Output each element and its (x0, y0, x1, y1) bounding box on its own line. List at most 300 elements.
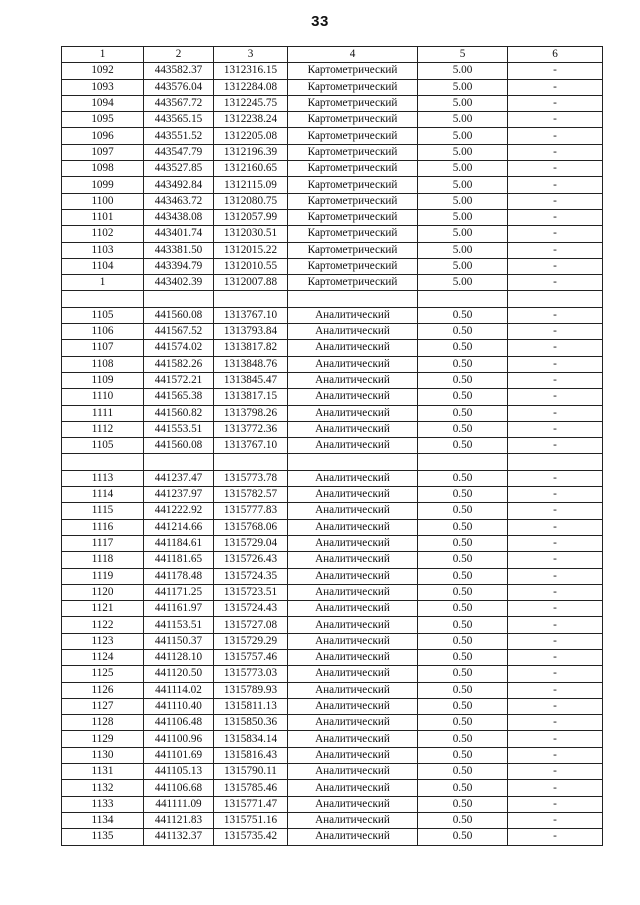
accuracy-cell: 5.00 (418, 144, 508, 160)
point-number-cell: 1114 (62, 487, 144, 503)
y-coordinate-cell: 1315751.16 (214, 812, 288, 828)
y-coordinate-cell: 1312015.22 (214, 242, 288, 258)
accuracy-cell: 0.50 (418, 617, 508, 633)
method-cell (288, 291, 418, 307)
point-number-cell: 1093 (62, 79, 144, 95)
accuracy-cell: 5.00 (418, 209, 508, 225)
description-cell: - (508, 503, 603, 519)
table-row (62, 79, 603, 95)
table-row (62, 209, 603, 225)
x-coordinate-cell: 443565.15 (144, 112, 214, 128)
y-coordinate-cell: 1315729.04 (214, 535, 288, 551)
accuracy-cell: 0.50 (418, 633, 508, 649)
description-cell: - (508, 209, 603, 225)
point-number-cell: 1119 (62, 568, 144, 584)
method-cell: Аналитический (288, 421, 418, 437)
point-number-cell: 1 (62, 275, 144, 291)
x-coordinate-cell: 441560.08 (144, 307, 214, 323)
x-coordinate-cell: 441120.50 (144, 666, 214, 682)
description-cell: - (508, 731, 603, 747)
y-coordinate-cell (214, 454, 288, 470)
table-row (62, 112, 603, 128)
method-cell: Картометрический (288, 177, 418, 193)
method-cell: Аналитический (288, 535, 418, 551)
accuracy-cell: 0.50 (418, 470, 508, 486)
point-number-cell: 1113 (62, 470, 144, 486)
y-coordinate-cell: 1313767.10 (214, 438, 288, 454)
x-coordinate-cell: 441132.37 (144, 829, 214, 845)
accuracy-cell: 0.50 (418, 829, 508, 845)
method-cell: Аналитический (288, 617, 418, 633)
accuracy-cell: 5.00 (418, 275, 508, 291)
point-number-cell: 1127 (62, 698, 144, 714)
accuracy-cell: 0.50 (418, 796, 508, 812)
accuracy-cell: 5.00 (418, 128, 508, 144)
method-cell: Аналитический (288, 682, 418, 698)
x-coordinate-cell: 441567.52 (144, 324, 214, 340)
table-row (62, 128, 603, 144)
point-number-cell: 1126 (62, 682, 144, 698)
description-cell: - (508, 487, 603, 503)
point-number-cell: 1131 (62, 764, 144, 780)
description-cell: - (508, 258, 603, 274)
y-coordinate-cell: 1315834.14 (214, 731, 288, 747)
description-cell: - (508, 617, 603, 633)
description-cell: - (508, 829, 603, 845)
y-coordinate-cell: 1315777.83 (214, 503, 288, 519)
table-row (62, 731, 603, 747)
table-row (62, 747, 603, 763)
x-coordinate-cell: 443381.50 (144, 242, 214, 258)
accuracy-cell: 5.00 (418, 193, 508, 209)
point-number-cell: 1101 (62, 209, 144, 225)
table-row (62, 275, 603, 291)
method-cell: Аналитический (288, 487, 418, 503)
y-coordinate-cell: 1312196.39 (214, 144, 288, 160)
accuracy-cell: 5.00 (418, 112, 508, 128)
table-row (62, 307, 603, 323)
method-cell: Аналитический (288, 356, 418, 372)
point-number-cell: 1124 (62, 649, 144, 665)
y-coordinate-cell: 1315723.51 (214, 584, 288, 600)
description-cell: - (508, 649, 603, 665)
page-number: 33 (311, 13, 329, 30)
table-row (62, 568, 603, 584)
x-coordinate-cell: 443492.84 (144, 177, 214, 193)
accuracy-cell: 5.00 (418, 95, 508, 111)
table-row (62, 503, 603, 519)
x-coordinate-cell: 441114.02 (144, 682, 214, 698)
accuracy-cell: 5.00 (418, 79, 508, 95)
point-number-cell: 1132 (62, 780, 144, 796)
description-cell: - (508, 552, 603, 568)
table-row (62, 780, 603, 796)
description-cell: - (508, 193, 603, 209)
point-number-cell: 1112 (62, 421, 144, 437)
x-coordinate-cell: 443394.79 (144, 258, 214, 274)
x-coordinate-cell: 441574.02 (144, 340, 214, 356)
y-coordinate-cell: 1315724.43 (214, 601, 288, 617)
description-cell: - (508, 242, 603, 258)
method-cell: Картометрический (288, 161, 418, 177)
y-coordinate-cell: 1315782.57 (214, 487, 288, 503)
y-coordinate-cell: 1312057.99 (214, 209, 288, 225)
table-row (62, 372, 603, 388)
point-number-cell: 1116 (62, 519, 144, 535)
description-cell: - (508, 682, 603, 698)
x-coordinate-cell: 441110.40 (144, 698, 214, 714)
point-number-cell: 1129 (62, 731, 144, 747)
method-cell: Аналитический (288, 780, 418, 796)
point-number-cell: 1107 (62, 340, 144, 356)
method-cell: Аналитический (288, 503, 418, 519)
y-coordinate-cell: 1312284.08 (214, 79, 288, 95)
accuracy-cell (418, 454, 508, 470)
y-coordinate-cell: 1312115.09 (214, 177, 288, 193)
method-cell: Картометрический (288, 193, 418, 209)
description-cell: - (508, 438, 603, 454)
accuracy-cell: 0.50 (418, 601, 508, 617)
accuracy-cell: 0.50 (418, 503, 508, 519)
point-number-cell: 1118 (62, 552, 144, 568)
y-coordinate-cell: 1313772.36 (214, 421, 288, 437)
description-cell: - (508, 356, 603, 372)
point-number-cell: 1108 (62, 356, 144, 372)
method-cell: Картометрический (288, 128, 418, 144)
y-coordinate-cell: 1315727.08 (214, 617, 288, 633)
y-coordinate-cell: 1312010.55 (214, 258, 288, 274)
accuracy-cell: 0.50 (418, 666, 508, 682)
y-coordinate-cell: 1315724.35 (214, 568, 288, 584)
description-cell: - (508, 144, 603, 160)
x-coordinate-cell: 443582.37 (144, 63, 214, 79)
point-number-cell: 1099 (62, 177, 144, 193)
x-coordinate-cell: 443527.85 (144, 161, 214, 177)
point-number-cell: 1104 (62, 258, 144, 274)
table-row (62, 242, 603, 258)
x-coordinate-cell: 443438.08 (144, 209, 214, 225)
point-number-cell: 1109 (62, 372, 144, 388)
accuracy-cell: 5.00 (418, 258, 508, 274)
y-coordinate-cell: 1313817.82 (214, 340, 288, 356)
x-coordinate-cell: 441153.51 (144, 617, 214, 633)
x-coordinate-cell: 441184.61 (144, 535, 214, 551)
method-cell: Аналитический (288, 470, 418, 486)
point-number-cell: 1097 (62, 144, 144, 160)
x-coordinate-cell: 441101.69 (144, 747, 214, 763)
method-cell: Аналитический (288, 764, 418, 780)
x-coordinate-cell: 443576.04 (144, 79, 214, 95)
accuracy-cell: 0.50 (418, 584, 508, 600)
table-row (62, 161, 603, 177)
method-cell: Аналитический (288, 601, 418, 617)
point-number-cell (62, 291, 144, 307)
method-cell: Картометрический (288, 144, 418, 160)
point-number-cell: 1102 (62, 226, 144, 242)
accuracy-cell: 5.00 (418, 226, 508, 242)
point-number-cell: 1105 (62, 307, 144, 323)
x-coordinate-cell: 441560.82 (144, 405, 214, 421)
accuracy-cell: 0.50 (418, 715, 508, 731)
table-row (62, 796, 603, 812)
header-row (62, 47, 603, 63)
description-cell: - (508, 389, 603, 405)
description-cell: - (508, 812, 603, 828)
table-row (62, 405, 603, 421)
table-row (62, 340, 603, 356)
y-coordinate-cell: 1312007.88 (214, 275, 288, 291)
accuracy-cell: 0.50 (418, 747, 508, 763)
method-cell: Аналитический (288, 747, 418, 763)
table-row (62, 698, 603, 714)
column-header: 1 (62, 47, 144, 63)
table-row (62, 812, 603, 828)
table-row (62, 633, 603, 649)
table-row (62, 324, 603, 340)
column-header: 2 (144, 47, 214, 63)
y-coordinate-cell: 1312080.75 (214, 193, 288, 209)
description-cell: - (508, 470, 603, 486)
description-cell: - (508, 177, 603, 193)
table-row (62, 144, 603, 160)
y-coordinate-cell: 1313767.10 (214, 307, 288, 323)
y-coordinate-cell: 1313793.84 (214, 324, 288, 340)
table-body (62, 63, 603, 845)
table-row (62, 258, 603, 274)
method-cell: Картометрический (288, 209, 418, 225)
coordinates-table (61, 46, 603, 846)
description-cell: - (508, 796, 603, 812)
description-cell: - (508, 112, 603, 128)
point-number-cell: 1120 (62, 584, 144, 600)
description-cell: - (508, 568, 603, 584)
method-cell: Аналитический (288, 584, 418, 600)
description-cell: - (508, 421, 603, 437)
table-row (62, 535, 603, 551)
description-cell: - (508, 715, 603, 731)
description-cell: - (508, 372, 603, 388)
description-cell: - (508, 128, 603, 144)
accuracy-cell: 0.50 (418, 340, 508, 356)
y-coordinate-cell (214, 291, 288, 307)
accuracy-cell: 0.50 (418, 764, 508, 780)
accuracy-cell: 0.50 (418, 552, 508, 568)
point-number-cell: 1096 (62, 128, 144, 144)
x-coordinate-cell: 441105.13 (144, 764, 214, 780)
x-coordinate-cell: 443463.72 (144, 193, 214, 209)
description-cell (508, 454, 603, 470)
table-header (62, 47, 603, 63)
method-cell: Аналитический (288, 649, 418, 665)
y-coordinate-cell: 1315811.13 (214, 698, 288, 714)
x-coordinate-cell: 441150.37 (144, 633, 214, 649)
point-number-cell: 1134 (62, 812, 144, 828)
x-coordinate-cell (144, 291, 214, 307)
method-cell: Аналитический (288, 324, 418, 340)
table-row (62, 95, 603, 111)
accuracy-cell: 5.00 (418, 161, 508, 177)
table-row (62, 389, 603, 405)
description-cell: - (508, 79, 603, 95)
accuracy-cell: 0.50 (418, 698, 508, 714)
table-row (62, 601, 603, 617)
x-coordinate-cell: 441181.65 (144, 552, 214, 568)
description-cell: - (508, 519, 603, 535)
point-number-cell: 1128 (62, 715, 144, 731)
point-number-cell: 1125 (62, 666, 144, 682)
x-coordinate-cell: 441237.97 (144, 487, 214, 503)
accuracy-cell: 0.50 (418, 405, 508, 421)
column-header: 5 (418, 47, 508, 63)
point-number-cell: 1098 (62, 161, 144, 177)
point-number-cell: 1133 (62, 796, 144, 812)
description-cell: - (508, 63, 603, 79)
x-coordinate-cell: 441128.10 (144, 649, 214, 665)
description-cell: - (508, 584, 603, 600)
x-coordinate-cell: 441560.08 (144, 438, 214, 454)
x-coordinate-cell: 443402.39 (144, 275, 214, 291)
method-cell: Аналитический (288, 340, 418, 356)
point-number-cell: 1115 (62, 503, 144, 519)
accuracy-cell: 0.50 (418, 307, 508, 323)
method-cell: Аналитический (288, 829, 418, 845)
y-coordinate-cell: 1313845.47 (214, 372, 288, 388)
point-number-cell: 1130 (62, 747, 144, 763)
y-coordinate-cell: 1315789.93 (214, 682, 288, 698)
table-row (62, 470, 603, 486)
x-coordinate-cell: 441214.66 (144, 519, 214, 535)
method-cell: Картометрический (288, 112, 418, 128)
y-coordinate-cell: 1312238.24 (214, 112, 288, 128)
column-header: 4 (288, 47, 418, 63)
accuracy-cell: 0.50 (418, 649, 508, 665)
y-coordinate-cell: 1312205.08 (214, 128, 288, 144)
accuracy-cell: 0.50 (418, 372, 508, 388)
method-cell: Аналитический (288, 633, 418, 649)
table-row (62, 438, 603, 454)
method-cell: Аналитический (288, 438, 418, 454)
description-cell: - (508, 601, 603, 617)
y-coordinate-cell: 1313817.15 (214, 389, 288, 405)
x-coordinate-cell: 443551.52 (144, 128, 214, 144)
accuracy-cell: 0.50 (418, 535, 508, 551)
accuracy-cell: 0.50 (418, 421, 508, 437)
y-coordinate-cell: 1315816.43 (214, 747, 288, 763)
accuracy-cell: 5.00 (418, 177, 508, 193)
method-cell: Аналитический (288, 389, 418, 405)
description-cell: - (508, 226, 603, 242)
point-number-cell: 1100 (62, 193, 144, 209)
method-cell: Аналитический (288, 552, 418, 568)
separator-row (62, 291, 603, 307)
x-coordinate-cell (144, 454, 214, 470)
y-coordinate-cell: 1315757.46 (214, 649, 288, 665)
table-row (62, 829, 603, 845)
accuracy-cell: 0.50 (418, 324, 508, 340)
description-cell: - (508, 698, 603, 714)
method-cell: Аналитический (288, 796, 418, 812)
y-coordinate-cell: 1315773.78 (214, 470, 288, 486)
point-number-cell: 1095 (62, 112, 144, 128)
table-row (62, 649, 603, 665)
y-coordinate-cell: 1315773.03 (214, 666, 288, 682)
column-header: 3 (214, 47, 288, 63)
method-cell: Аналитический (288, 405, 418, 421)
y-coordinate-cell: 1315729.29 (214, 633, 288, 649)
point-number-cell (62, 454, 144, 470)
description-cell: - (508, 780, 603, 796)
table-row (62, 63, 603, 79)
y-coordinate-cell: 1315790.11 (214, 764, 288, 780)
separator-row (62, 454, 603, 470)
point-number-cell: 1121 (62, 601, 144, 617)
x-coordinate-cell: 443547.79 (144, 144, 214, 160)
accuracy-cell: 0.50 (418, 731, 508, 747)
method-cell: Картометрический (288, 79, 418, 95)
y-coordinate-cell: 1312030.51 (214, 226, 288, 242)
method-cell: Аналитический (288, 307, 418, 323)
y-coordinate-cell: 1312245.75 (214, 95, 288, 111)
y-coordinate-cell: 1315771.47 (214, 796, 288, 812)
x-coordinate-cell: 441161.97 (144, 601, 214, 617)
table-row (62, 666, 603, 682)
accuracy-cell: 0.50 (418, 780, 508, 796)
description-cell: - (508, 307, 603, 323)
method-cell: Аналитический (288, 715, 418, 731)
description-cell: - (508, 764, 603, 780)
table-row (62, 421, 603, 437)
table-row (62, 519, 603, 535)
description-cell: - (508, 405, 603, 421)
method-cell: Аналитический (288, 698, 418, 714)
method-cell: Картометрический (288, 226, 418, 242)
description-cell: - (508, 747, 603, 763)
y-coordinate-cell: 1315850.36 (214, 715, 288, 731)
y-coordinate-cell: 1313848.76 (214, 356, 288, 372)
method-cell: Картометрический (288, 258, 418, 274)
point-number-cell: 1135 (62, 829, 144, 845)
method-cell: Аналитический (288, 372, 418, 388)
point-number-cell: 1117 (62, 535, 144, 551)
description-cell: - (508, 633, 603, 649)
table-row (62, 584, 603, 600)
x-coordinate-cell: 441178.48 (144, 568, 214, 584)
point-number-cell: 1094 (62, 95, 144, 111)
accuracy-cell: 0.50 (418, 389, 508, 405)
x-coordinate-cell: 441572.21 (144, 372, 214, 388)
description-cell: - (508, 161, 603, 177)
accuracy-cell: 5.00 (418, 242, 508, 258)
x-coordinate-cell: 441121.83 (144, 812, 214, 828)
point-number-cell: 1103 (62, 242, 144, 258)
description-cell: - (508, 324, 603, 340)
method-cell: Аналитический (288, 731, 418, 747)
method-cell: Аналитический (288, 812, 418, 828)
point-number-cell: 1105 (62, 438, 144, 454)
description-cell (508, 291, 603, 307)
table-row (62, 617, 603, 633)
table-row (62, 356, 603, 372)
x-coordinate-cell: 441111.09 (144, 796, 214, 812)
description-cell: - (508, 666, 603, 682)
x-coordinate-cell: 441106.48 (144, 715, 214, 731)
accuracy-cell: 0.50 (418, 519, 508, 535)
method-cell: Картометрический (288, 95, 418, 111)
accuracy-cell: 0.50 (418, 812, 508, 828)
table-row (62, 177, 603, 193)
table-row (62, 715, 603, 731)
table-row (62, 193, 603, 209)
